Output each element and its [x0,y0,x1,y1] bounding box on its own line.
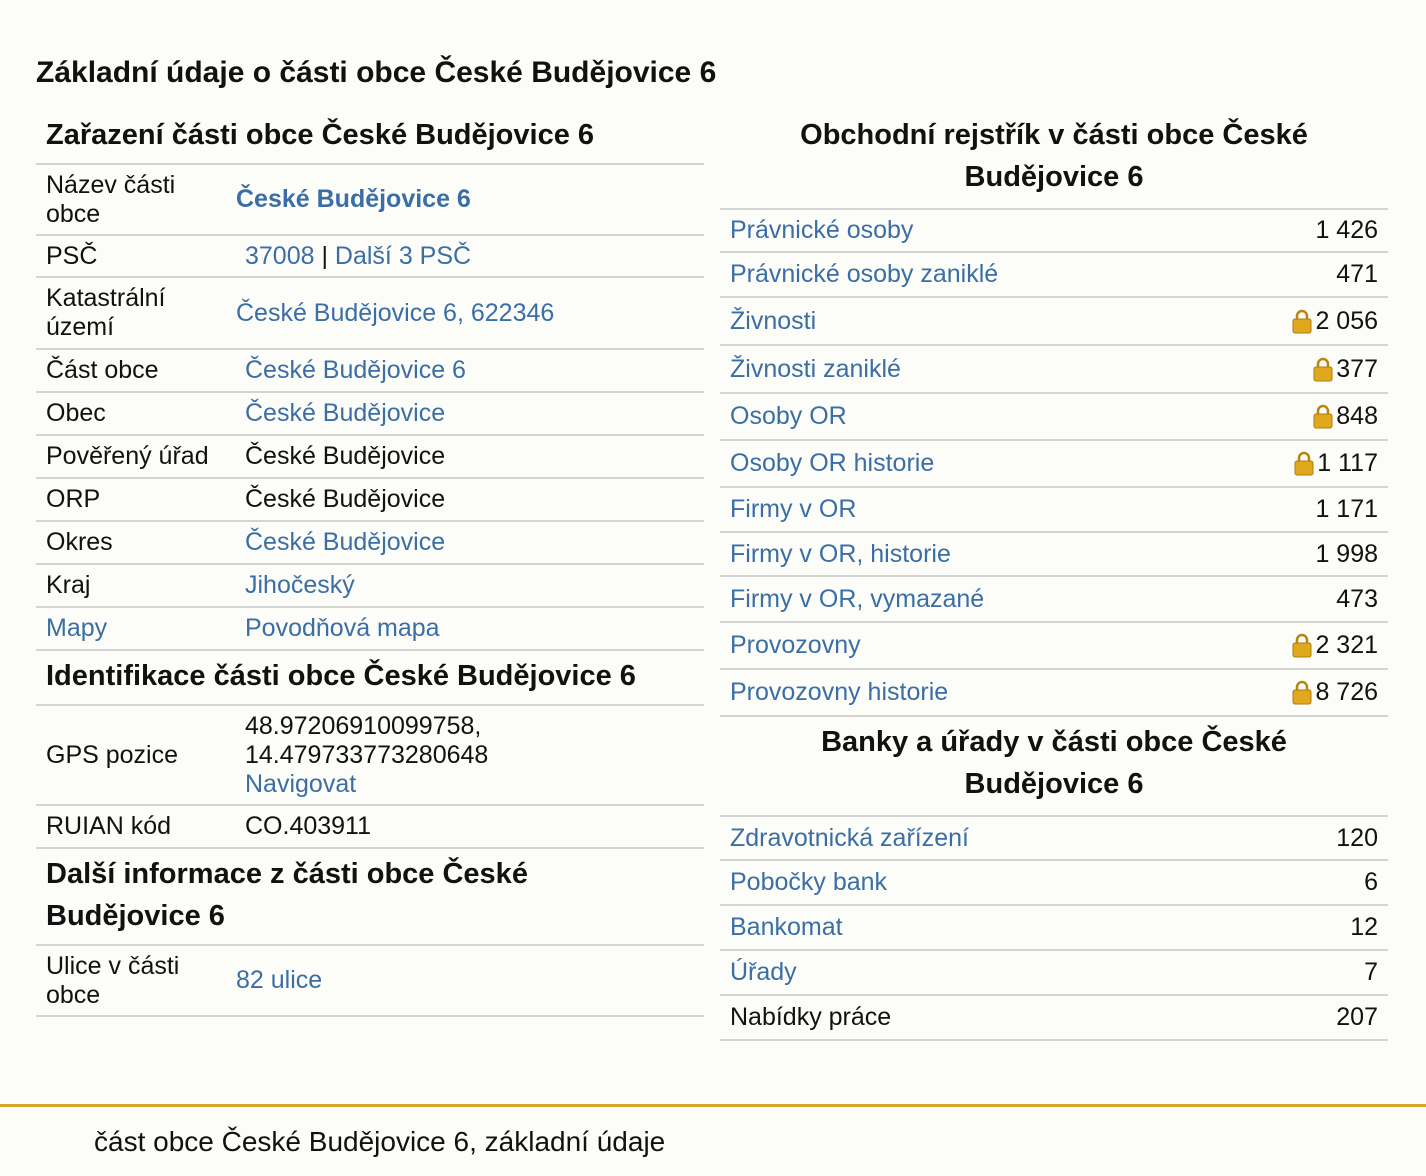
obchodni-row-value: 1 998 [1315,539,1378,568]
ulice-link[interactable]: 82 ulice [236,966,323,994]
gps-lon: 14.479733773280648 [245,740,489,769]
row-kraj [36,565,704,608]
row-katastralni-uzemi [36,278,704,350]
lock-icon [1313,357,1333,382]
psc-separator: | [314,241,335,270]
row-label: Část obce [46,356,159,384]
page-title: Základní údaje o části obce České Budějovice 6 [36,56,717,89]
row-label: RUIAN kód [46,812,172,840]
obchodni-row-value-wrap [1315,540,1378,569]
row-nazev-casti-obce [36,165,704,236]
obchodni-row-value: 1 117 [1317,449,1378,477]
row-label: Název části obce [46,170,176,228]
banky-row [720,906,1388,951]
obchodni-table [720,210,1388,717]
banky-row-link[interactable]: Pobočky bank [730,868,888,896]
obchodni-row [720,253,1388,298]
row-okres [36,522,704,565]
obchodni-row [720,670,1388,717]
lock-icon [1294,451,1314,476]
obchodni-row [720,577,1388,623]
obchodni-row-value: 473 [1336,584,1378,613]
obchodni-row-value: 2 056 [1315,306,1378,335]
navigovat-link[interactable]: Navigovat [245,769,357,798]
row-mapy [36,608,704,651]
identifikace-title: Identifikace části obce České Budějovice 6 [36,651,704,706]
obchodni-row [720,298,1388,346]
footer-divider [0,1104,1426,1107]
banky-row-value: 207 [1336,1003,1378,1031]
cast-obce-link[interactable]: České Budějovice 6 [245,356,466,384]
row-psc [36,236,704,278]
row-label: ORP [46,485,101,513]
obchodni-row-value-wrap [1292,307,1378,336]
obchodni-row-value: 471 [1336,260,1378,288]
dalsi-psc-link[interactable]: Další 3 PSČ [334,241,472,270]
obchodni-row-value-wrap [1313,355,1378,384]
obchodni-title: Obchodní rejstřík v části obce České Budějovice 6 [720,110,1388,210]
obec-link[interactable]: České Budějovice [245,399,446,427]
left-column [36,110,704,1017]
banky-row-link[interactable]: Bankomat [730,913,843,941]
banky-row [720,817,1388,861]
banky-row [720,951,1388,996]
obchodni-row-value-wrap [1294,449,1378,478]
row-gps [36,706,704,806]
obchodni-row-link[interactable]: Provozovny historie [730,678,949,706]
okres-link[interactable]: České Budějovice [245,528,446,556]
obchodni-row [720,533,1388,577]
obchodni-row-link[interactable]: Firmy v OR [730,495,857,523]
obchodni-row-link[interactable]: Firmy v OR, vymazané [730,584,985,613]
obchodni-row-value-wrap [1315,495,1378,524]
obchodni-row-value: 8 726 [1315,678,1378,706]
row-label: PSČ [46,241,98,270]
obchodni-row-value: 848 [1336,402,1378,430]
obchodni-row-value: 1 426 [1315,216,1378,244]
zarazeni-title: Zařazení části obce České Budějovice 6 [36,110,704,165]
lock-icon [1292,309,1312,334]
row-label: Katastrální území [46,284,166,341]
row-label: GPS pozice [46,740,179,769]
banky-row-label: Nabídky práce [730,1003,892,1031]
row-label: Obec [46,399,106,427]
ruian-value: CO.403911 [245,812,372,840]
obchodni-row-value: 377 [1336,354,1378,383]
povodnova-mapa-link[interactable]: Povodňová mapa [245,614,440,642]
obchodni-row [720,210,1388,253]
banky-row-value: 120 [1336,823,1378,852]
obchodni-row-value-wrap [1292,678,1378,707]
row-label: Pověřený úřad [46,442,209,470]
obchodni-row-link[interactable]: Živnosti [730,306,817,335]
lock-icon [1313,404,1333,429]
obchodni-row-value: 2 321 [1315,631,1378,659]
obchodni-row [720,488,1388,533]
row-obec [36,393,704,436]
obchodni-row-link[interactable]: Firmy v OR, historie [730,539,951,568]
banky-row-link[interactable]: Úřady [730,958,797,986]
obchodni-row-link[interactable]: Provozovny [730,631,861,659]
obchodni-row-link[interactable]: Živnosti zaniklé [730,354,901,383]
obchodni-row-value-wrap [1315,216,1378,245]
obchodni-row [720,394,1388,441]
banky-title: Banky a úřady v části obce České Budějovice 6 [720,717,1388,817]
row-label: Kraj [46,571,91,599]
obchodni-row-value-wrap [1313,402,1378,431]
psc-link[interactable]: 37008 [245,241,315,270]
obchodni-row-link[interactable]: Právnické osoby zaniklé [730,260,999,288]
banky-table [720,817,1388,1041]
gps-lat: 48.97206910099758, [245,711,482,740]
obchodni-row [720,623,1388,670]
povereny-urad-value: České Budějovice [245,442,446,470]
obchodni-row-link[interactable]: Osoby OR historie [730,449,935,477]
banky-row-value: 12 [1350,913,1378,941]
right-column [720,110,1388,1041]
row-label: Ulice v části obce [46,951,180,1009]
obchodni-row-link[interactable]: Právnické osoby [730,216,914,244]
orp-value: České Budějovice [245,485,446,513]
dalsi-title: Další informace z části obce České Budějovice 6 [36,849,704,946]
banky-row-link[interactable]: Zdravotnická zařízení [730,823,969,852]
row-ulice [36,946,704,1017]
banky-row [720,996,1388,1041]
row-ruian [36,806,704,849]
obchodni-row-link[interactable]: Osoby OR [730,402,847,430]
kraj-link[interactable]: Jihočeský [245,571,355,599]
lock-icon [1292,633,1312,658]
obchodni-row-value: 1 171 [1315,495,1378,523]
row-label: Okres [46,528,113,556]
obchodni-row-value-wrap [1336,260,1378,289]
row-cast-obce [36,350,704,393]
obchodni-row-value-wrap [1292,631,1378,660]
banky-row-value: 6 [1364,868,1378,896]
obchodni-row [720,346,1388,394]
lock-icon [1292,680,1312,705]
mapy-link[interactable]: Mapy [46,614,108,642]
row-orp [36,479,704,522]
row-povereny-urad [36,436,704,479]
banky-row [720,861,1388,906]
obchodni-row [720,441,1388,488]
nazev-casti-obce-link[interactable]: České Budějovice 6 [236,185,471,213]
banky-row-value: 7 [1364,958,1378,986]
obchodni-row-value-wrap [1336,585,1378,614]
footer-text: část obce České Budějovice 6, základní údaje [94,1126,666,1157]
katastralni-uzemi-link[interactable]: České Budějovice 6, 622346 [236,298,555,327]
